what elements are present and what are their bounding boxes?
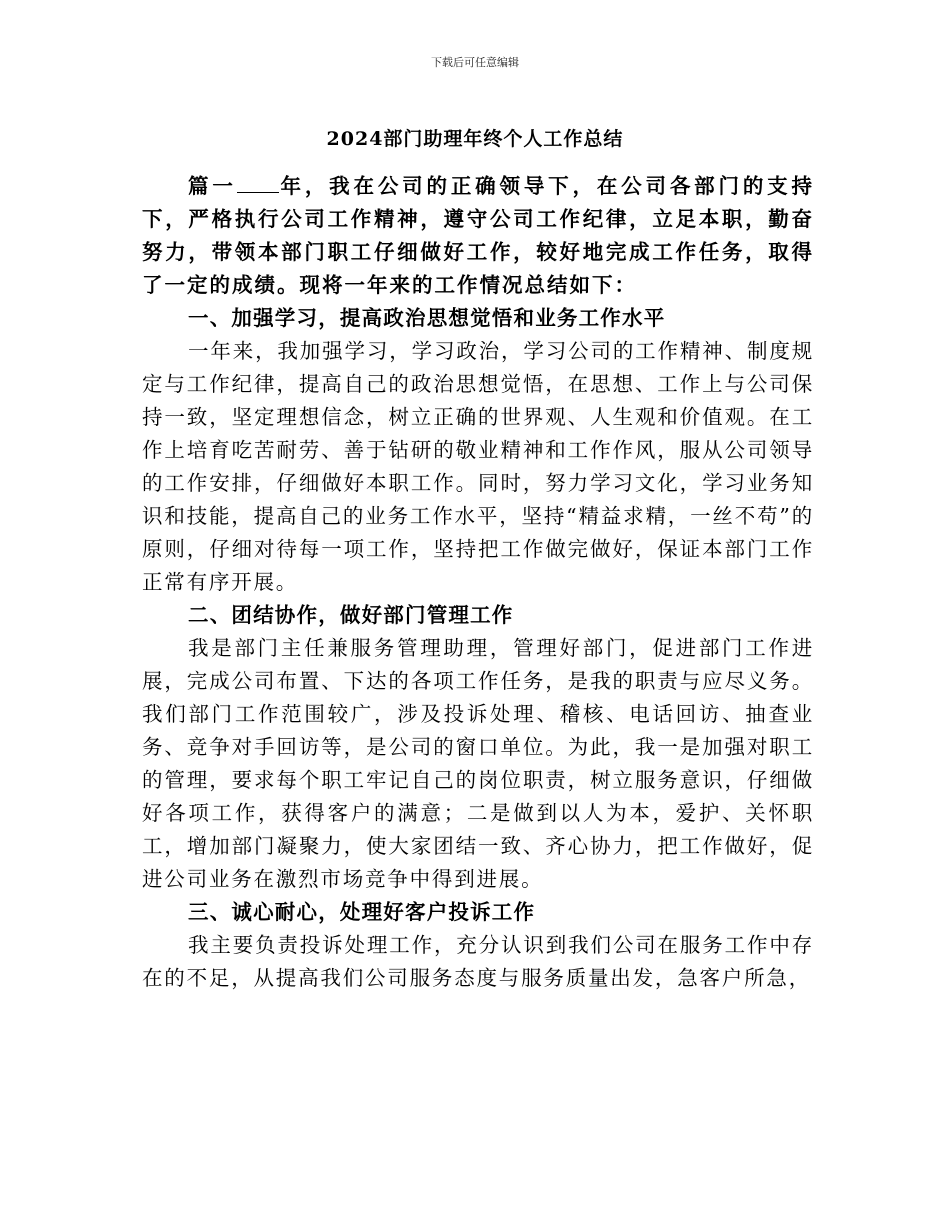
section-heading-3: 三、诚心耐心，处理好客户投诉工作 xyxy=(188,900,536,924)
intro-text: 年，我在公司的正确领导下，在公司各部门的支持下，严格执行公司工作精神，遵守公司工作纪律，立足本职，勤奋努力，带领本部门职工仔细做好工作，较好地完成工作任务，取得了一定的成绩。现将一年来的工作情况总结如下： xyxy=(142,174,815,297)
section-body-3: 我主要负责投诉处理工作，充分认识到我们公司在服务工作中存在的不足，从提高我们公司服务态度与服务质量出发，急客户所急， xyxy=(142,933,814,990)
intro-paragraph xyxy=(142,170,814,302)
section-heading-1: 一、加强学习，提高政治思想觉悟和业务工作水平 xyxy=(188,306,666,330)
section-heading-2: 二、团结协作，做好部门管理工作 xyxy=(188,603,514,627)
section-body-2: 我是部门主任兼服务管理助理，管理好部门，促进部门工作进展，完成公司布置、下达的各项工作任务，是我的职责与应尽义务。我们部门工作范围较广，涉及投诉处理、稽核、电话回访、抽查业务、竞争对手回访等，是公司的窗口单位。为此，我一是加强对职工的管理，要求每个职工牢记自己的岗位职责，树立服务意识，仔细做好各项工作，获得客户的满意；二是做到以人为本，爱护、关怀职工，增加部门凝聚力，使大家团结一致、齐心协力，把工作做好，促进公司业务在激烈市场竞争中得到进展。 xyxy=(142,636,814,891)
intro-prefix: 篇一 xyxy=(188,174,237,198)
intro-blank xyxy=(237,170,279,193)
document-body xyxy=(142,170,814,995)
header-note: 下载后可任意编辑 xyxy=(431,56,519,69)
document-title: 2024部门助理年终个人工作总结 xyxy=(326,128,624,150)
section-body-1: 一年来，我加强学习，学习政治，学习公司的工作精神、制度规定与工作纪律，提高自己的政治思想觉悟，在思想、工作上与公司保持一致，坚定理想信念，树立正确的世界观、人生观和价值观。在工作上培育吃苦耐劳、善于钻研的敬业精神和工作作风，服从公司领导的工作安排，仔细做好本职工作。同时，努力学习文化，学习业务知识和技能，提高自己的业务工作水平，坚持“精益求精，一丝不苟”的原则，仔细对待每一项工作，坚持把工作做完做好，保证本部门工作正常有序开展。 xyxy=(142,339,814,594)
